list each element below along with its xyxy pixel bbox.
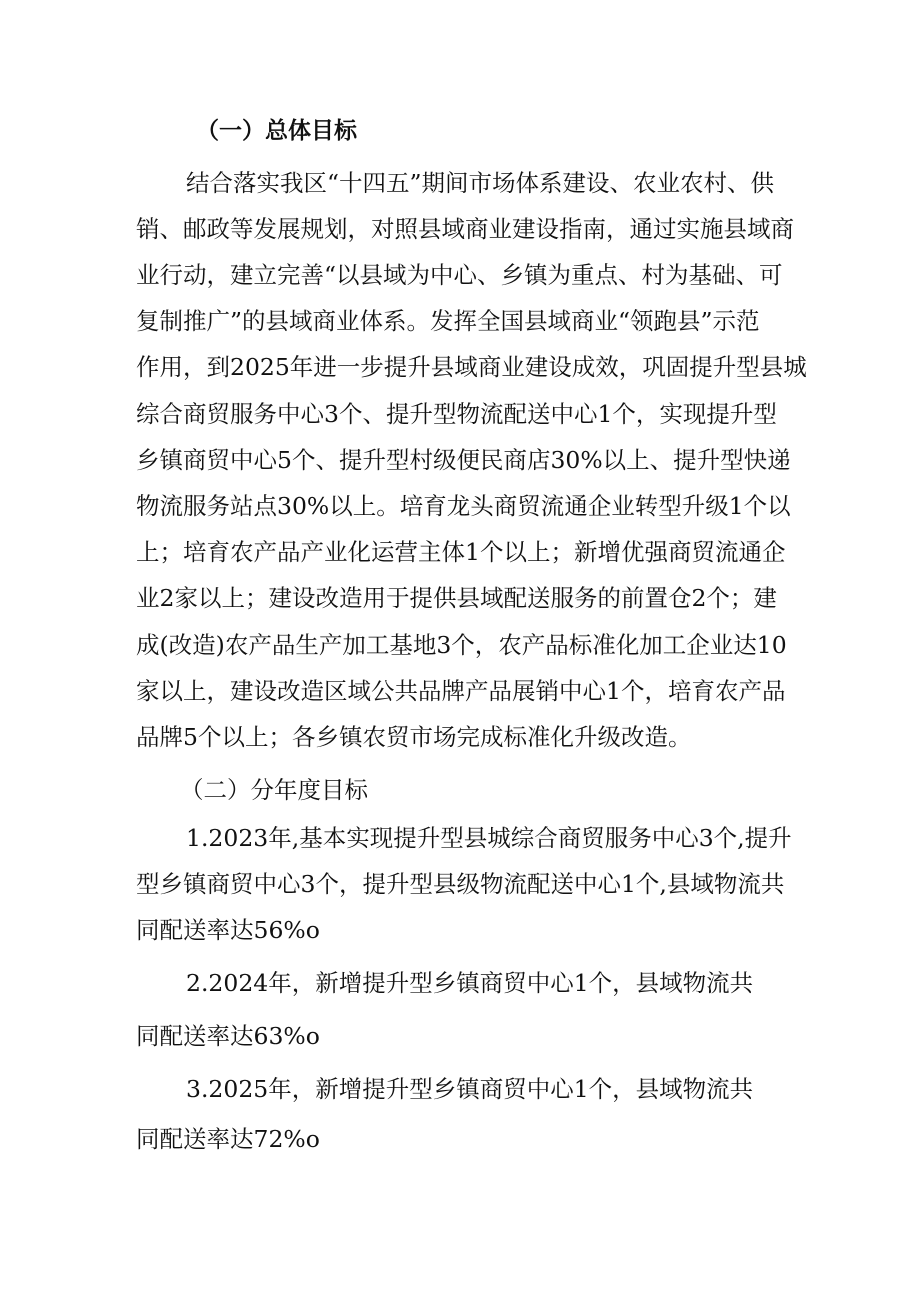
paragraph-line: 销、邮政等发展规划，对照县域商业建设指南，通过实施县域商 xyxy=(136,215,794,243)
paragraph-line: 业行动，建立完善“以县域为中心、乡镇为重点、村为基础、可 xyxy=(136,261,783,289)
list-item-2025-line: 同配送率达72%o xyxy=(136,1125,320,1153)
list-item-2024-line: 同配送率达63%o xyxy=(136,1022,320,1050)
list-item-2023-line: 型乡镇商贸中心3个，提升型县级物流配送中心1个,县域物流共 xyxy=(136,870,785,898)
paragraph-line: 综合商贸服务中心3个、提升型物流配送中心1个，实现提升型 xyxy=(136,400,777,428)
paragraph-line: 品牌5个以上；各乡镇农贸市场完成标准化升级改造。 xyxy=(136,723,692,751)
paragraph-line: 成(改造)农产品生产加工基地3个，农产品标准化加工企业达10 xyxy=(136,631,787,659)
paragraph-line: 上；培育农产品产业化运营主体1个以上；新增优强商贸流通企 xyxy=(136,538,786,566)
section-heading-annual-goals: （二）分年度目标 xyxy=(180,776,368,804)
list-item-2024-line: 2.2024年，新增提升型乡镇商贸中心1个，县域物流共 xyxy=(186,969,754,997)
paragraph-line: 作用，到2025年进一步提升县域商业建设成效，巩固提升型县城 xyxy=(136,353,807,381)
paragraph-line: 家以上，建设改造区域公共品牌产品展销中心1个，培育农产品 xyxy=(136,677,786,705)
section-heading-overall-goal: （一）总体目标 xyxy=(196,118,357,144)
list-item-2025-line: 3.2025年，新增提升型乡镇商贸中心1个，县域物流共 xyxy=(186,1075,754,1103)
paragraph-line: 复制推广”的县域商业体系。发挥全国县域商业“领跑县”示范 xyxy=(136,307,760,335)
list-item-2023-line: 同配送率达56%o xyxy=(136,916,320,944)
paragraph-line: 结合落实我区“十四五”期间市场体系建设、农业农村、供 xyxy=(186,169,775,197)
paragraph-line: 物流服务站点30%以上。培育龙头商贸流通企业转型升级1个以 xyxy=(136,492,791,520)
list-item-2023-line: 1.2023年,基本实现提升型县城综合商贸服务中心3个,提升 xyxy=(186,824,792,852)
paragraph-line: 乡镇商贸中心5个、提升型村级便民商店30%以上、提升型快递 xyxy=(136,446,791,474)
paragraph-line: 业2家以上；建设改造用于提供县域配送服务的前置仓2个；建 xyxy=(136,584,777,612)
